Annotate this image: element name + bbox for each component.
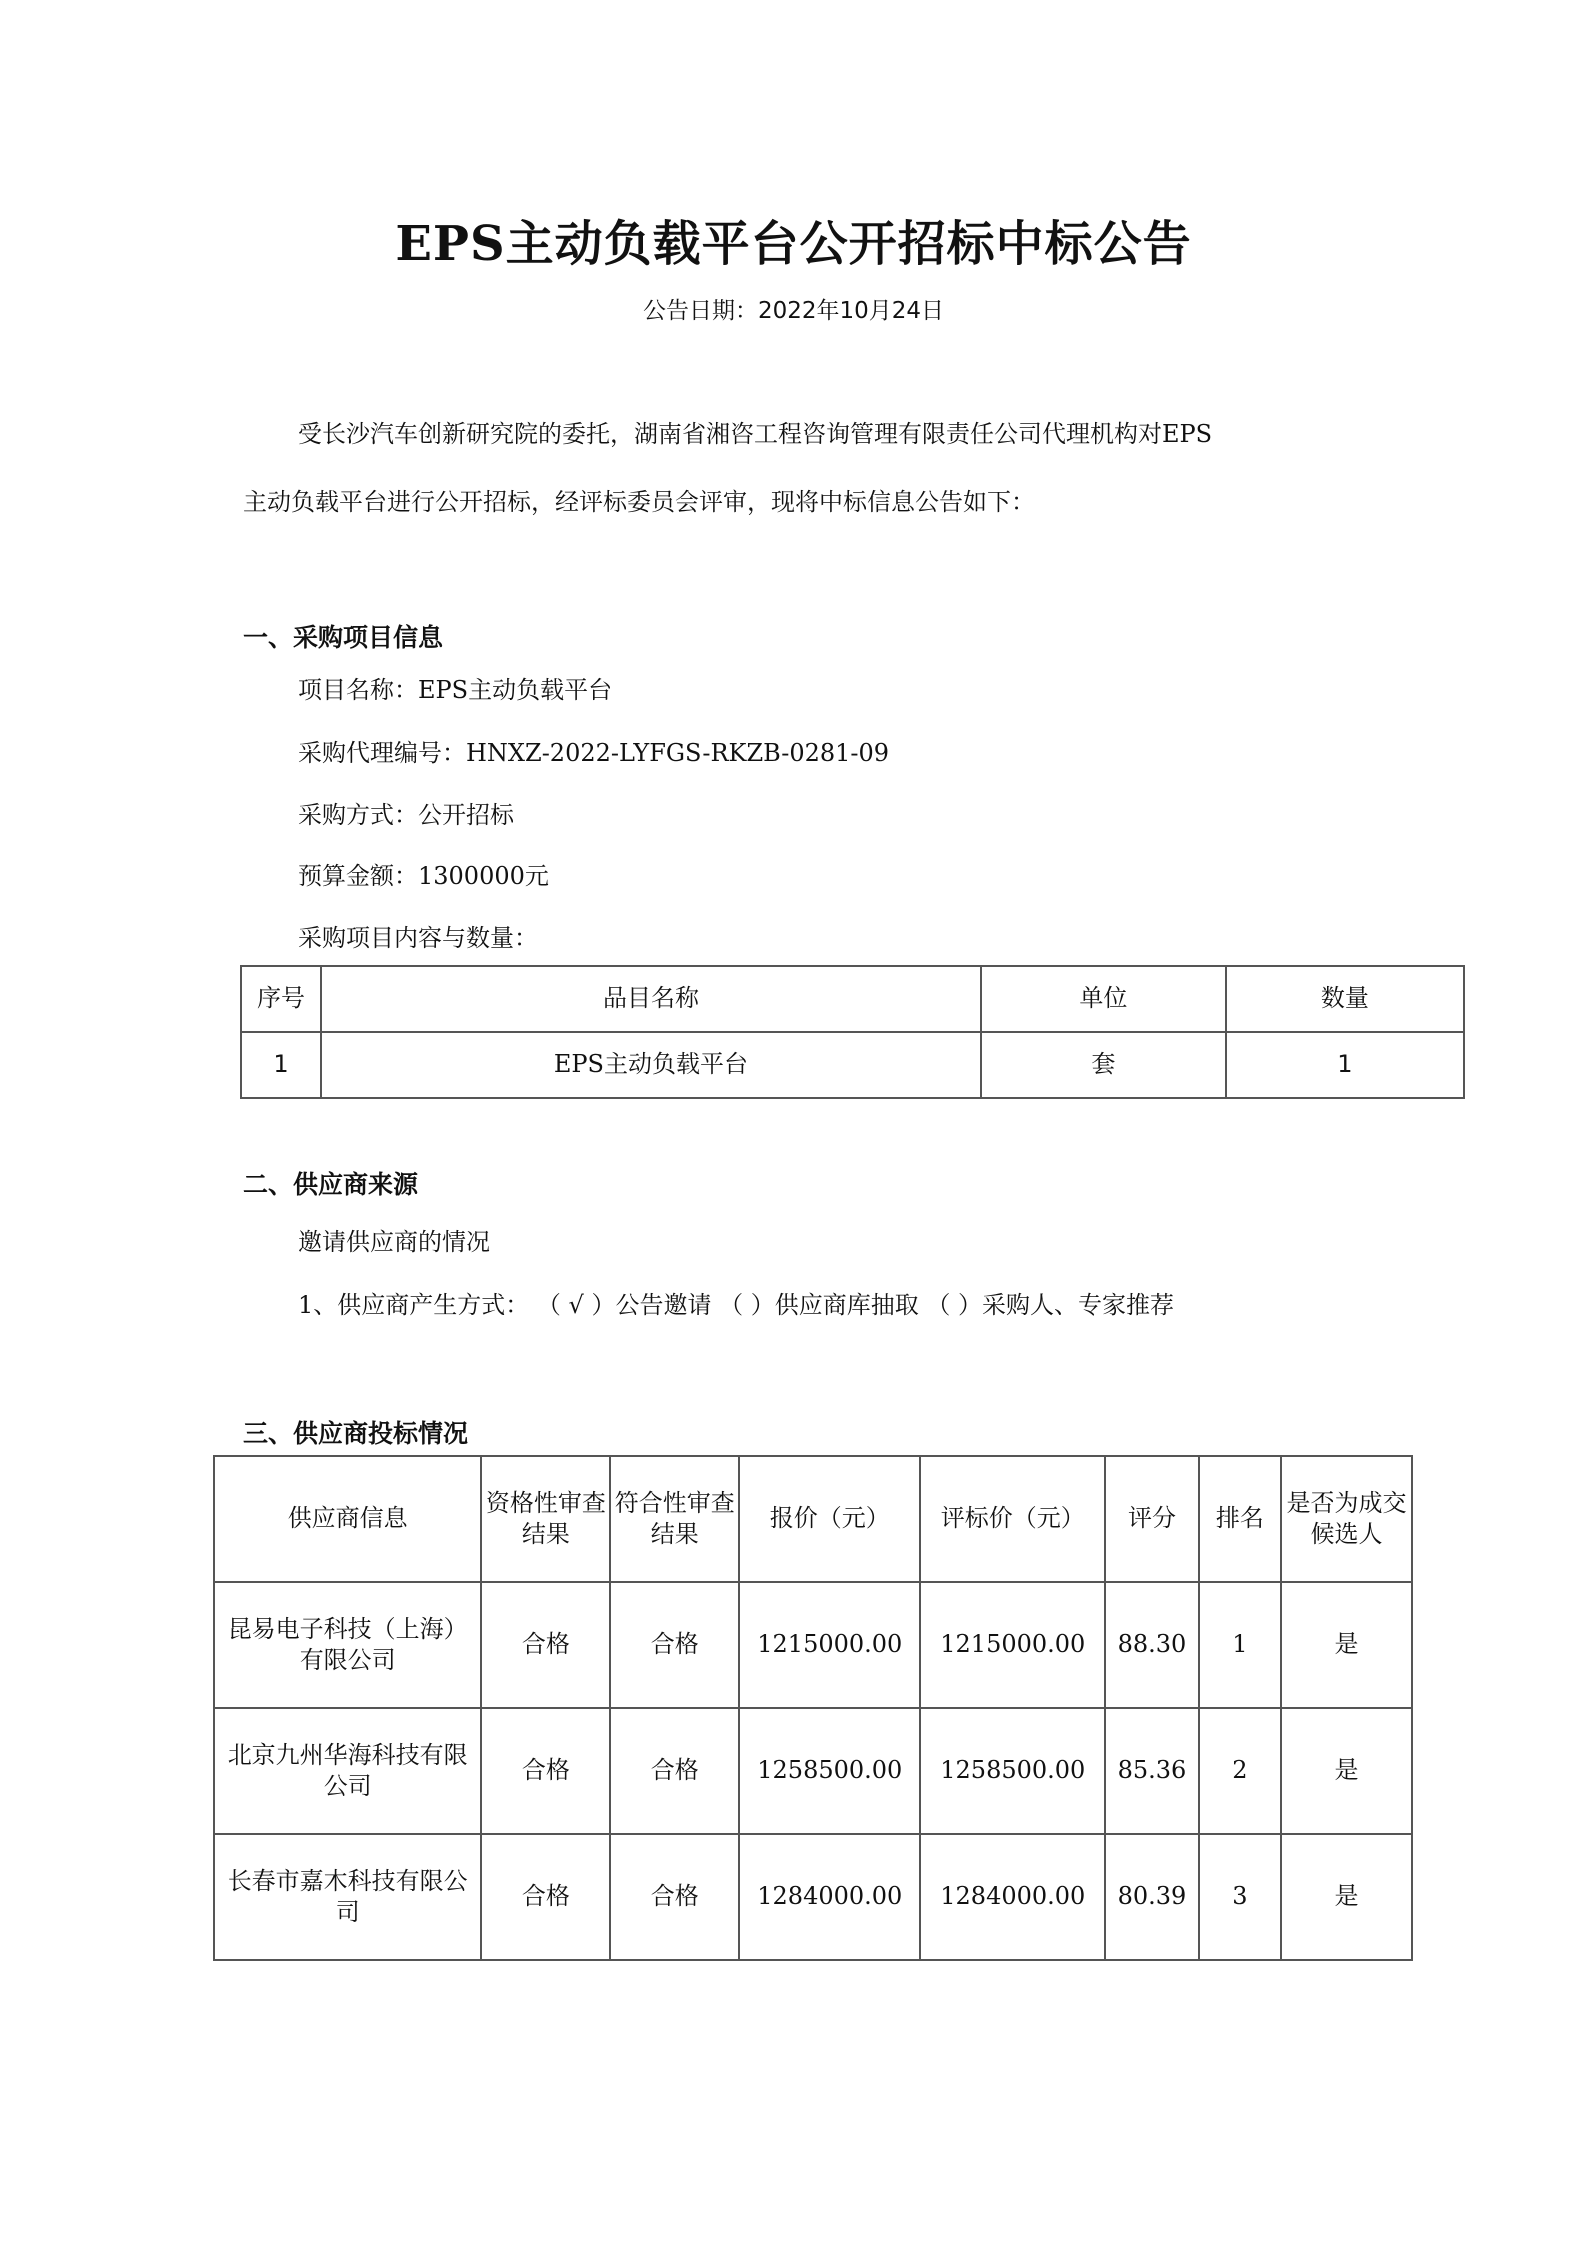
header-cell: 品目名称 [321,966,981,1032]
table-row [214,1708,1412,1834]
bid-price: 1284000.00 [739,1834,920,1960]
candidate-flag: 是 [1281,1582,1412,1708]
agency-code: 采购代理编号：HNXZ-2022-LYFGS-RKZB-0281-09 [298,739,890,767]
compliance-result: 合格 [610,1834,739,1960]
announcement-date: 公告日期：2022年10月24日 [642,298,945,324]
score: 88.30 [1105,1582,1198,1708]
qualification-result: 合格 [481,1834,610,1960]
table-row [214,1582,1412,1708]
header-cell: 序号 [241,966,321,1032]
section-1-heading: 一、采购项目信息 [243,623,444,652]
intro-line-2: 主动负载平台进行公开招标，经评标委员会评审，现将中标信息公告如下： [243,488,1035,516]
header-cell: 排名 [1199,1456,1281,1582]
compliance-result: 合格 [610,1708,739,1834]
table-cell: 套 [981,1032,1226,1098]
supplier-name: 昆易电子科技（上海）有限公司 [214,1582,481,1708]
evaluated-price: 1258500.00 [920,1708,1105,1834]
procurement-method: 采购方式：公开招标 [298,801,514,829]
evaluated-price: 1284000.00 [920,1834,1105,1960]
compliance-result: 合格 [610,1582,739,1708]
score: 80.39 [1105,1834,1198,1960]
items-table [240,965,1465,1099]
content-label: 采购项目内容与数量： [298,924,538,952]
table-header-row [241,966,1464,1032]
intro-line-1: 受长沙汽车创新研究院的委托，湖南省湘咨工程咨询管理有限责任公司代理机构对EPS [298,420,1213,448]
header-cell: 供应商信息 [214,1456,481,1582]
table-row [241,1032,1464,1098]
candidate-flag: 是 [1281,1834,1412,1960]
qualification-result: 合格 [481,1708,610,1834]
budget-amount: 预算金额：1300000元 [298,862,549,890]
table-cell: 1 [1226,1032,1464,1098]
qualification-result: 合格 [481,1582,610,1708]
bid-price: 1258500.00 [739,1708,920,1834]
header-cell: 资格性审查结果 [481,1456,610,1582]
section-3-heading: 三、供应商投标情况 [243,1419,469,1448]
rank: 2 [1199,1708,1281,1834]
supplier-name: 长春市嘉木科技有限公司 [214,1834,481,1960]
header-cell: 评分 [1105,1456,1198,1582]
supplier-method-line: 1、供应商产生方式： （ √ ）公告邀请 （ ）供应商库抽取 （ ）采购人、专家推荐 [298,1291,1174,1319]
header-cell: 单位 [981,966,1226,1032]
candidate-flag: 是 [1281,1708,1412,1834]
rank: 1 [1199,1582,1281,1708]
section-2-heading: 二、供应商来源 [243,1170,419,1199]
rank: 3 [1199,1834,1281,1960]
table-header-row [214,1456,1412,1582]
table-cell: EPS主动负载平台 [321,1032,981,1098]
header-cell: 数量 [1226,966,1464,1032]
evaluated-price: 1215000.00 [920,1582,1105,1708]
header-cell: 报价（元） [739,1456,920,1582]
bids-table [213,1455,1413,1961]
header-cell: 是否为成交候选人 [1281,1456,1412,1582]
project-name: 项目名称：EPS主动负载平台 [298,676,613,704]
page-title: EPS主动负载平台公开招标中标公告 [395,216,1192,272]
invite-subtitle: 邀请供应商的情况 [298,1228,490,1256]
table-row [214,1834,1412,1960]
bid-price: 1215000.00 [739,1582,920,1708]
supplier-name: 北京九州华海科技有限公司 [214,1708,481,1834]
score: 85.36 [1105,1708,1198,1834]
table-cell: 1 [241,1032,321,1098]
header-cell: 评标价（元） [920,1456,1105,1582]
header-cell: 符合性审查结果 [610,1456,739,1582]
